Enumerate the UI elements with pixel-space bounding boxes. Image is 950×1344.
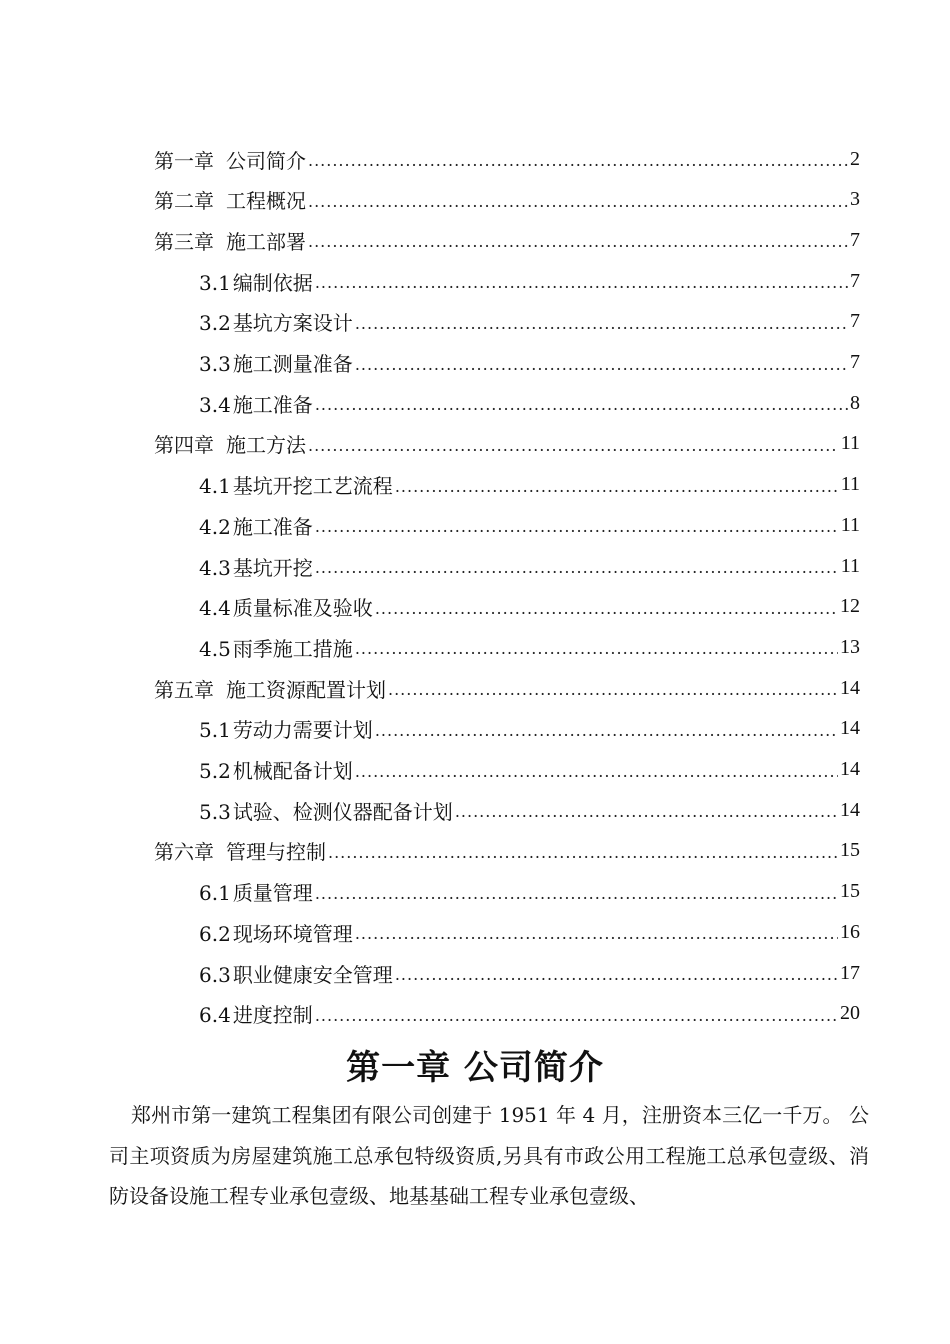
toc-entry-number: 3.3 bbox=[199, 352, 231, 376]
toc-dot-leader bbox=[315, 884, 838, 912]
toc-page-number: 11 bbox=[840, 554, 860, 577]
toc-dot-leader bbox=[355, 639, 838, 667]
toc-entry-label: 进度控制 bbox=[232, 1003, 313, 1028]
toc-entry-number: 4.2 bbox=[199, 514, 231, 539]
toc-dot-leader bbox=[315, 517, 839, 545]
toc-entry[interactable] bbox=[154, 180, 860, 220]
toc-dot-leader bbox=[328, 843, 838, 871]
toc-page-number: 11 bbox=[840, 473, 860, 496]
toc-entry-label: 施工资源配置计划 bbox=[226, 677, 386, 702]
toc-dot-leader bbox=[308, 232, 848, 260]
toc-entry-number: 4.1 bbox=[199, 474, 231, 499]
toc-entry-title bbox=[199, 267, 313, 296]
toc-entry-number: 第五章 bbox=[154, 677, 214, 702]
toc-page-number: 7 bbox=[850, 351, 860, 373]
toc-page-number: 15 bbox=[840, 839, 860, 862]
toc-page-number: 14 bbox=[840, 758, 860, 780]
toc-entry[interactable] bbox=[199, 872, 860, 912]
toc-entry-title bbox=[199, 918, 353, 947]
toc-dot-leader bbox=[308, 192, 848, 220]
toc-entry-label: 基坑方案设计 bbox=[232, 311, 353, 336]
toc-page-number: 12 bbox=[840, 595, 860, 618]
toc-entry[interactable] bbox=[199, 546, 860, 586]
toc-entry[interactable] bbox=[199, 750, 860, 790]
toc-page-number: 11 bbox=[840, 432, 860, 455]
toc-entry-number: 4.5 bbox=[199, 636, 231, 661]
toc-entry-number: 4.3 bbox=[199, 555, 231, 580]
toc-entry-label: 管理与控制 bbox=[226, 840, 326, 865]
toc-entry-title bbox=[199, 511, 313, 540]
toc-page-number: 16 bbox=[840, 920, 860, 943]
toc-dot-leader bbox=[355, 355, 848, 383]
toc-entry-number: 第六章 bbox=[154, 840, 214, 865]
toc-dot-leader bbox=[355, 924, 838, 952]
toc-entry[interactable] bbox=[199, 790, 860, 830]
toc-dot-leader bbox=[315, 395, 848, 423]
toc-entry-number: 第二章 bbox=[154, 189, 214, 214]
toc-entry[interactable] bbox=[199, 383, 860, 423]
toc-entry-title bbox=[199, 633, 353, 662]
toc-entry-number: 6.2 bbox=[199, 921, 231, 946]
toc-entry-title bbox=[199, 552, 313, 581]
toc-entry[interactable] bbox=[154, 668, 860, 708]
toc-entry[interactable] bbox=[199, 994, 860, 1034]
toc-entry-title bbox=[199, 470, 393, 499]
toc-entry[interactable] bbox=[199, 912, 860, 952]
toc-dot-leader bbox=[308, 151, 848, 179]
toc-entry-label: 试验、检测仪器配备计划 bbox=[232, 799, 453, 824]
toc-entry-title bbox=[199, 714, 373, 743]
toc-entry-label: 机械配备计划 bbox=[232, 759, 353, 783]
toc-dot-leader bbox=[455, 802, 838, 830]
toc-page-number: 14 bbox=[840, 798, 860, 821]
toc-page-number: 7 bbox=[850, 269, 860, 292]
toc-page-number: 3 bbox=[850, 188, 860, 211]
toc-page-number: 7 bbox=[850, 310, 860, 333]
toc-dot-leader bbox=[355, 314, 848, 342]
toc-entry-number: 3.4 bbox=[199, 392, 231, 417]
toc-dot-leader bbox=[375, 721, 838, 749]
toc-entry[interactable] bbox=[199, 505, 860, 545]
toc-entry-label: 施工测量准备 bbox=[232, 352, 353, 376]
intro-paragraph: 郑州市第一建筑工程集团有限公司创建于 1951 年 4 月，注册资本三亿一千万。 公司主项资质为房屋建筑施工总承包特级资质,另具有市政公用工程施工总承包壹级、消防设备设施工程专业承包壹级、地基基础工程专业承包壹级、 bbox=[109, 1103, 869, 1208]
toc-page-number: 17 bbox=[840, 961, 860, 984]
toc-page-number: 14 bbox=[840, 717, 860, 740]
toc-entry-label: 职业健康安全管理 bbox=[232, 962, 393, 987]
toc-entry-number: 6.3 bbox=[199, 962, 231, 987]
toc-entry[interactable] bbox=[199, 465, 860, 505]
toc-entry-label: 基坑开挖工艺流程 bbox=[232, 474, 393, 499]
toc-dot-leader bbox=[355, 762, 838, 790]
toc-entry-number: 5.2 bbox=[199, 759, 231, 783]
toc-entry-label: 工程概况 bbox=[226, 189, 306, 214]
toc-entry-label: 劳动力需要计划 bbox=[232, 718, 373, 743]
toc-entry-number: 6.1 bbox=[199, 881, 231, 906]
toc-entry-title bbox=[154, 145, 306, 174]
toc-dot-leader bbox=[315, 1006, 838, 1034]
toc-entry[interactable] bbox=[199, 343, 860, 383]
toc-entry-label: 施工准备 bbox=[232, 392, 313, 417]
toc-entry-label: 公司简介 bbox=[226, 148, 306, 173]
toc-dot-leader bbox=[395, 477, 839, 505]
toc-entry-title bbox=[199, 959, 393, 988]
toc-entry[interactable] bbox=[154, 220, 860, 260]
toc-entry-label: 编制依据 bbox=[232, 270, 313, 295]
toc-entry-title bbox=[199, 389, 313, 418]
toc-entry-number: 第三章 bbox=[154, 229, 214, 254]
toc-entry[interactable] bbox=[199, 709, 860, 749]
toc-entry-label: 现场环境管理 bbox=[232, 921, 353, 946]
toc-entry-title bbox=[199, 307, 353, 336]
toc-entry-number: 第四章 bbox=[154, 433, 214, 458]
toc-page-number: 13 bbox=[840, 635, 860, 658]
toc-entry-number: 5.1 bbox=[199, 718, 231, 743]
toc-page-number: 15 bbox=[840, 880, 860, 903]
toc-entry-title bbox=[154, 185, 306, 214]
toc-entry-number: 5.3 bbox=[199, 799, 231, 824]
toc-page-number: 7 bbox=[850, 228, 860, 251]
toc-dot-leader bbox=[395, 965, 838, 993]
toc-entry[interactable] bbox=[199, 261, 860, 301]
toc-page-number: 11 bbox=[840, 513, 860, 536]
toc-entry-label: 雨季施工措施 bbox=[232, 636, 353, 661]
toc-page-number: 8 bbox=[850, 391, 860, 414]
toc-entry-title bbox=[154, 429, 306, 458]
toc-page-number: 20 bbox=[840, 1002, 860, 1025]
toc-entry-title bbox=[199, 592, 373, 621]
chapter-heading: 第一章 公司简介 bbox=[346, 1048, 604, 1088]
toc-entry-title bbox=[199, 755, 353, 784]
toc-entry-title bbox=[154, 226, 306, 255]
toc-page-number: 2 bbox=[850, 147, 860, 170]
toc-entry-title bbox=[154, 836, 326, 865]
toc-entry-label: 基坑开挖 bbox=[232, 555, 313, 580]
toc-entry-title bbox=[154, 674, 386, 703]
toc-entry-number: 3.2 bbox=[199, 311, 231, 336]
toc-entry[interactable] bbox=[154, 831, 860, 871]
toc-entry-label: 质量管理 bbox=[232, 881, 313, 906]
toc-entry-title bbox=[199, 877, 313, 906]
toc-entry-title bbox=[199, 348, 353, 377]
toc-entry-number: 第一章 bbox=[154, 148, 214, 173]
toc-entry-title bbox=[199, 796, 453, 825]
toc-entry-label: 施工方法 bbox=[226, 433, 306, 458]
toc-entry-number: 6.4 bbox=[199, 1003, 231, 1028]
toc-page-number: 14 bbox=[840, 676, 860, 699]
toc-entry-label: 施工准备 bbox=[232, 514, 313, 539]
toc-dot-leader bbox=[315, 273, 848, 301]
toc-entry-title bbox=[199, 999, 313, 1028]
toc-entry-label: 施工部署 bbox=[226, 229, 306, 254]
toc-dot-leader bbox=[375, 599, 838, 627]
toc-entry-label: 质量标准及验收 bbox=[232, 596, 373, 621]
toc-entry[interactable] bbox=[199, 302, 860, 342]
toc-entry[interactable] bbox=[154, 139, 860, 179]
toc-entry[interactable] bbox=[154, 424, 860, 464]
toc-dot-leader bbox=[308, 436, 839, 464]
toc-entry[interactable] bbox=[199, 587, 860, 627]
toc-dot-leader bbox=[388, 680, 838, 708]
toc-entry-number: 3.1 bbox=[199, 270, 231, 295]
toc-entry[interactable] bbox=[199, 627, 860, 667]
toc-dot-leader bbox=[315, 558, 839, 586]
toc-entry-number: 4.4 bbox=[199, 596, 231, 621]
toc-entry[interactable] bbox=[199, 953, 860, 993]
